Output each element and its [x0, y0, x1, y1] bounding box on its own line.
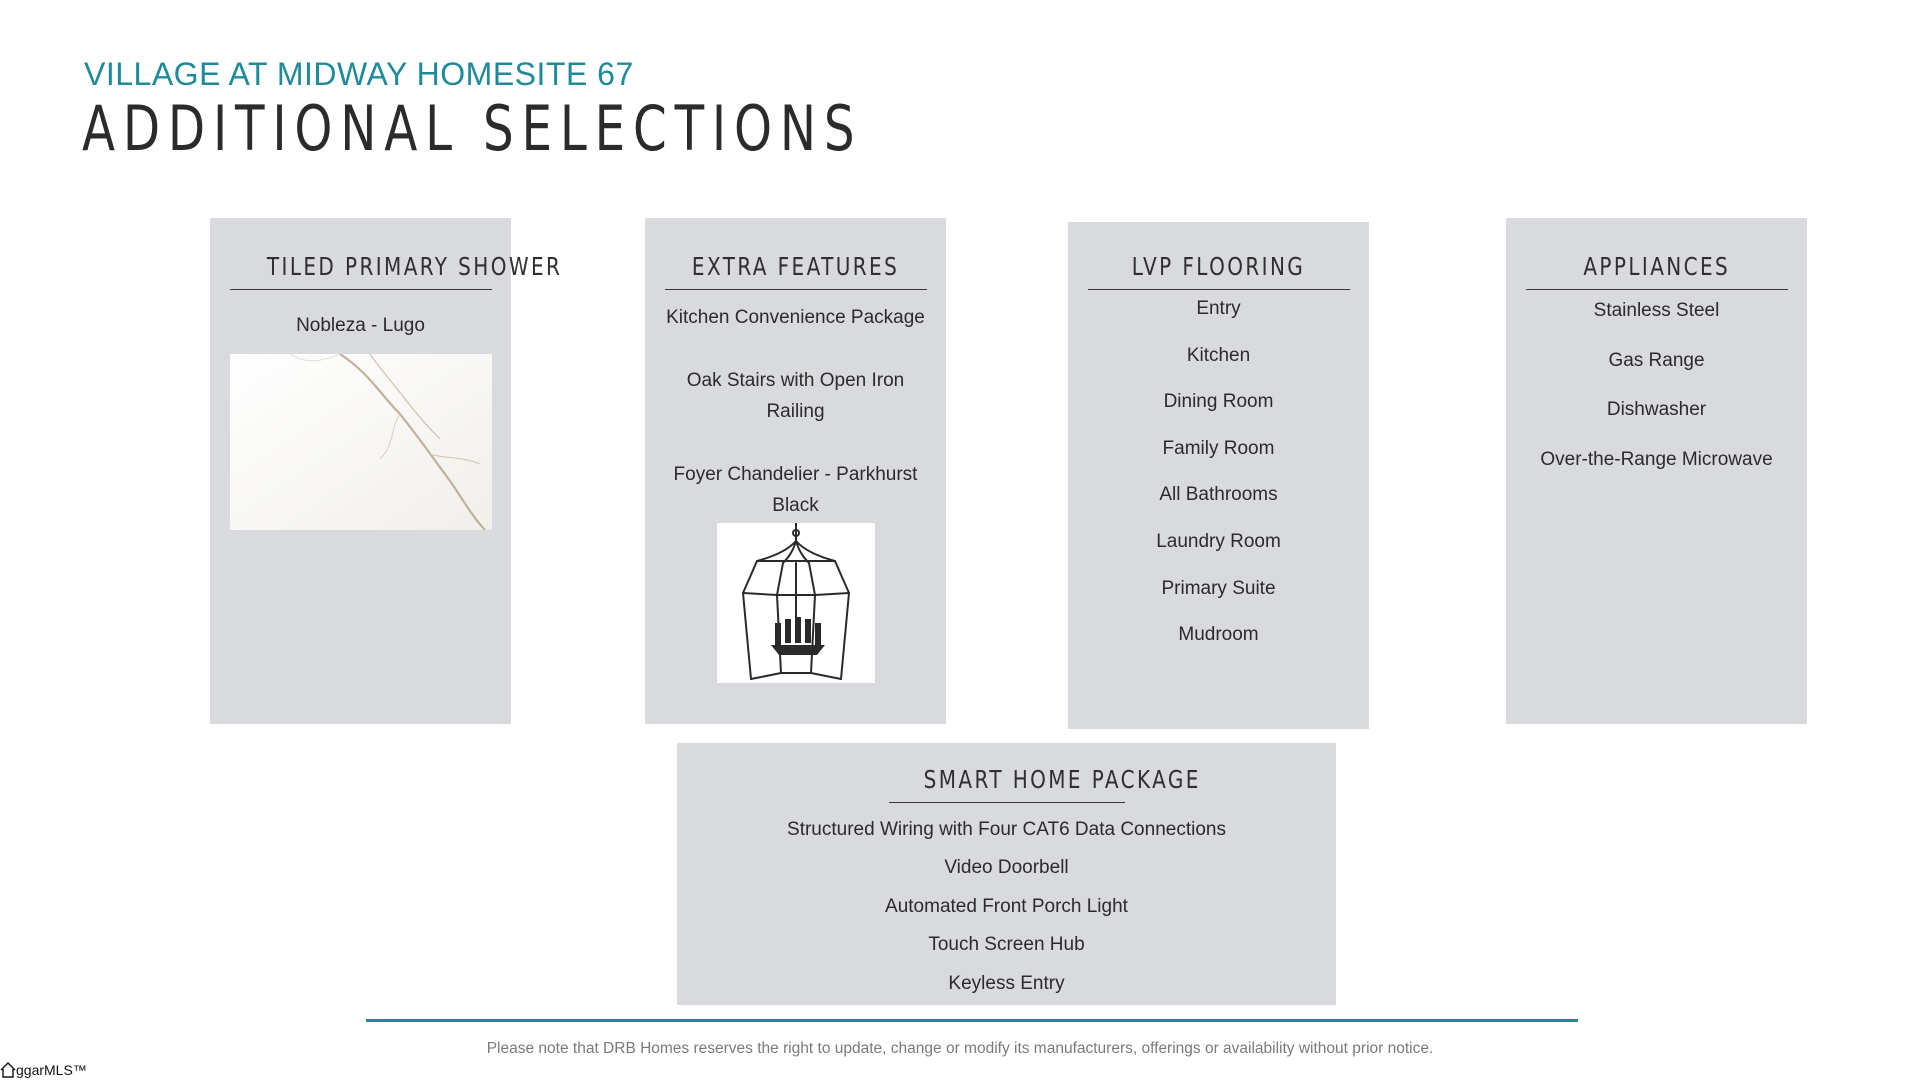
card-title: APPLIANCES	[1526, 252, 1788, 290]
card-title: LVP FLOORING	[1088, 252, 1350, 290]
list-item: Automated Front Porch Light	[885, 895, 1128, 917]
marble-vein-icon	[230, 354, 492, 530]
disclaimer-text: Please note that DRB Homes reserves the right to update, change or modify its manufacturers, offerings or availability without prior notice.	[486, 1040, 1434, 1057]
chandelier-image	[717, 523, 875, 683]
card-appliances	[1506, 218, 1807, 724]
page-eyebrow: VILLAGE AT MIDWAY HOMESITE 67	[84, 56, 634, 92]
list-item: Dishwasher	[1606, 399, 1707, 420]
list-item: Entry	[1196, 298, 1241, 319]
list-item: Gas Range	[1608, 349, 1705, 371]
card-title: EXTRA FEATURES	[665, 252, 927, 290]
card-title: SMART HOME PACKAGE	[889, 765, 1125, 803]
list-item: Dining Room	[1163, 391, 1274, 413]
list-item: Video Doorbell	[944, 857, 1069, 879]
list-item: Stainless Steel	[1593, 300, 1720, 321]
watermark-logo	[0, 1062, 87, 1078]
logo-text: ggarMLS™	[16, 1062, 87, 1078]
list-item: Mudroom	[1178, 624, 1259, 646]
card-smart-home-package	[677, 743, 1336, 1005]
list-item: Laundry Room	[1156, 530, 1281, 552]
list-item: Touch Screen Hub	[928, 934, 1085, 956]
list-item: Oak Stairs with Open Iron Railing	[686, 370, 905, 422]
card-lvp-flooring	[1068, 222, 1369, 729]
page-title: ADDITIONAL SELECTIONS	[82, 92, 863, 165]
list-item: Structured Wiring with Four CAT6 Data Connections	[787, 819, 1226, 840]
list-item: Over-the-Range Microwave	[1540, 448, 1773, 470]
card-extra-features	[645, 218, 946, 724]
list-item: Foyer Chandelier - Parkhurst Black	[673, 464, 918, 516]
list-item: Kitchen	[1186, 344, 1251, 366]
list-item: Nobleza - Lugo	[296, 315, 425, 336]
footer-divider	[366, 1019, 1578, 1022]
list-item: Primary Suite	[1161, 577, 1276, 599]
house-icon	[0, 1062, 16, 1078]
list-item: Kitchen Convenience Package	[666, 307, 925, 328]
card-tiled-primary-shower	[210, 218, 562, 724]
tile-sample-image	[230, 354, 492, 530]
card-title: TILED PRIMARY SHOWER	[230, 252, 492, 290]
list-item: All Bathrooms	[1159, 484, 1278, 506]
list-item: Keyless Entry	[948, 972, 1065, 994]
list-item: Family Room	[1162, 437, 1275, 459]
chandelier-icon	[717, 523, 875, 683]
